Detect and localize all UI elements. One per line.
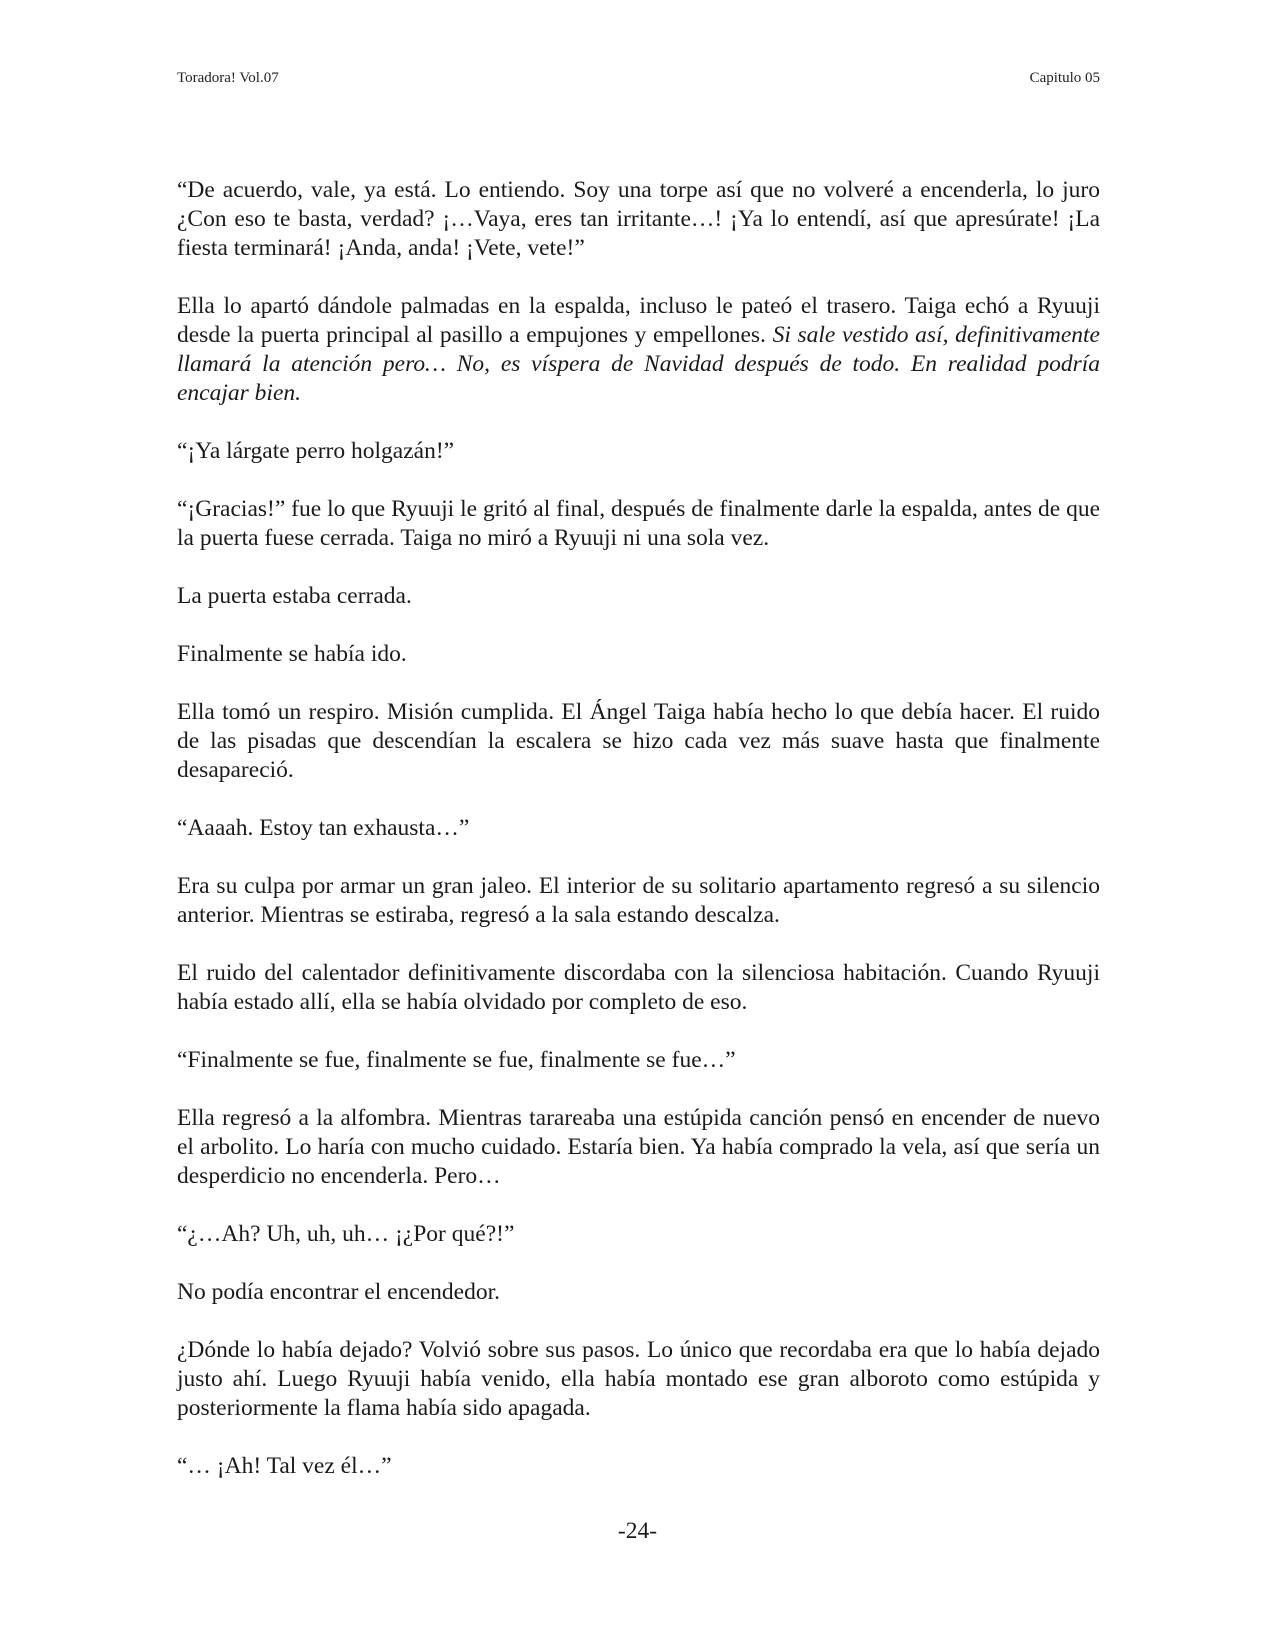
paragraph: No podía encontrar el encendedor.: [177, 1279, 500, 1305]
paragraph: “¡Ya lárgate perro holgazán!”: [177, 438, 455, 464]
body-text: [177, 176, 1100, 1510]
paragraph: ¿Dónde lo había dejado? Volvió sobre sus pasos. Lo único que recordaba era que lo había dejado justo ahí. Luego Ryuuji había venido, ella había montado ese gran alboroto como estúpida y posteriormente la flama había sido apagada.: [177, 1337, 1100, 1421]
paragraph: “¡Gracias!” fue lo que Ryuuji le gritó al final, después de finalmente darle la espalda, antes de que la puerta fuese cerrada. Taiga no miró a Ryuuji ni una sola vez.: [177, 496, 1100, 551]
paragraph: “¿…Ah? Uh, uh, uh… ¡¿Por qué?!”: [177, 1221, 515, 1247]
paragraph: Era su culpa por armar un gran jaleo. El interior de su solitario apartamento regresó a su silencio anterior. Mientras se estiraba, regresó a la sala estando descalza.: [177, 873, 1100, 928]
paragraph: El ruido del calentador definitivamente discordaba con la silenciosa habitación. Cuando Ryuuji había estado allí, ella se había olvidado por completo de eso.: [177, 960, 1100, 1015]
header-book-title: Toradora! Vol.07: [177, 70, 279, 86]
paragraph: “De acuerdo, vale, ya está. Lo entiendo. Soy una torpe así que no volveré a encenderla, lo juro ¿Con eso te basta, verdad? ¡…Vaya, eres tan irritante…! ¡Ya lo entendí, así que apresúrate! ¡La fiesta terminará! ¡Anda, anda! ¡Vete, vete!”: [177, 177, 1100, 261]
paragraph: Ella tomó un respiro. Misión cumplida. El Ángel Taiga había hecho lo que debía hacer. El ruido de las pisadas que descendían la escalera se hizo cada vez más suave hasta que finalmente desapareció.: [177, 699, 1100, 783]
page-header: [177, 70, 1100, 87]
paragraph: “… ¡Ah! Tal vez él…”: [177, 1453, 392, 1479]
paragraph: “Aaaah. Estoy tan exhausta…”: [177, 815, 470, 841]
page-number: -24-: [617, 1518, 658, 1544]
italic-thought: Si sale vestido así, definitivamente llamará la atención pero… No, es víspera de Navidad después de todo. En realidad podría encajar bien.: [177, 322, 1100, 406]
paragraph: Ella regresó a la alfombra. Mientras tarareaba una estúpida canción pensó en encender de nuevo el arbolito. Lo haría con mucho cuidado. Estaría bien. Ya había comprado la vela, así que sería un desperdicio no encenderla. Pero…: [177, 1105, 1100, 1189]
paragraph: Ella lo apartó dándole palmadas en la espalda, incluso le pateó el trasero. Taiga echó a Ryuuji desde la puerta principal al pasillo a empujones y empellones. Si sale vestido así, definitivamente llamará la atención pero… No, es víspera de Navidad después de todo. En realidad podría encajar bien.: [177, 293, 1100, 406]
paragraph: “Finalmente se fue, finalmente se fue, finalmente se fue…”: [177, 1047, 736, 1073]
paragraph: Finalmente se había ido.: [177, 641, 407, 667]
paragraph: La puerta estaba cerrada.: [177, 583, 412, 609]
header-chapter: Capitulo 05: [1029, 70, 1100, 86]
